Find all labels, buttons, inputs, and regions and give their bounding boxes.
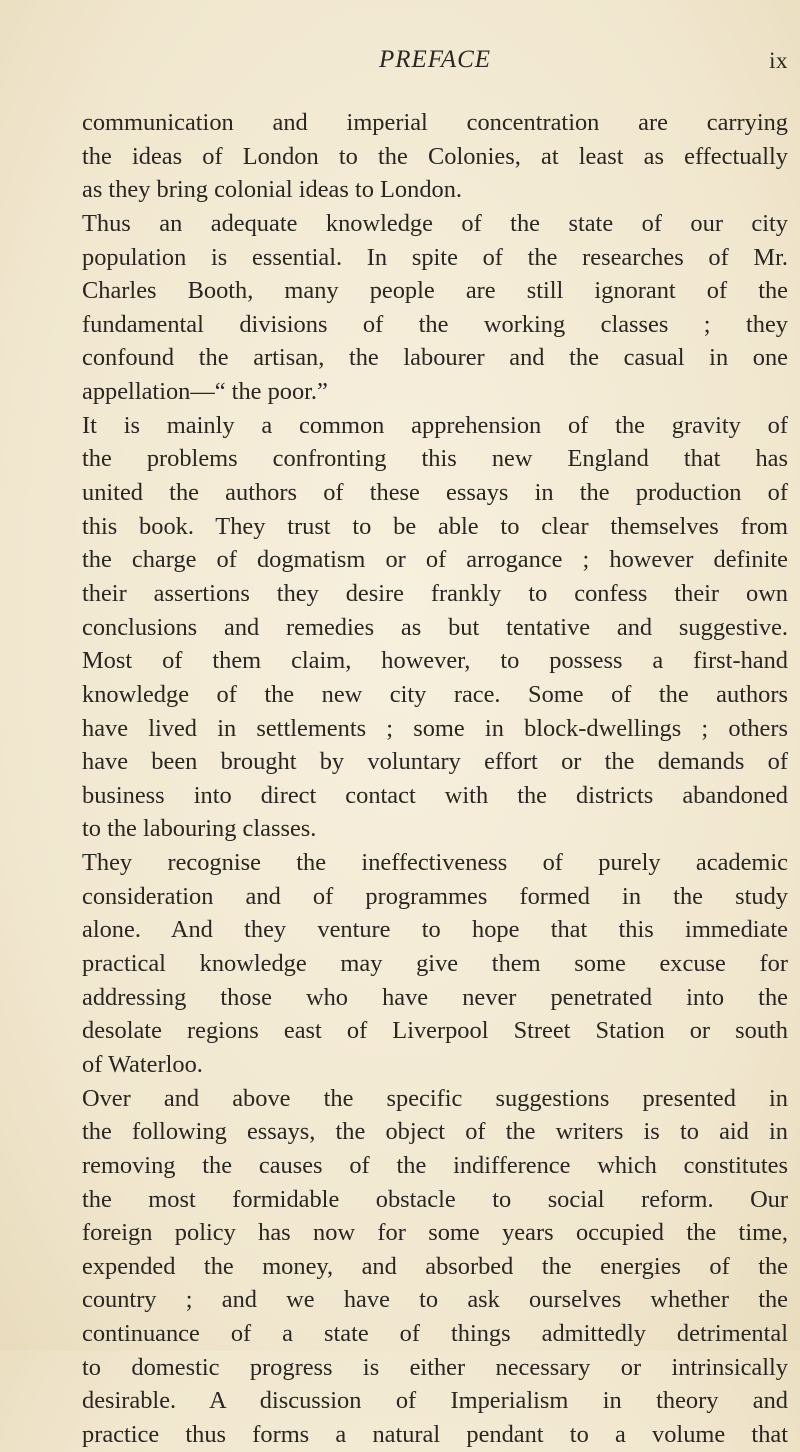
text-line: Over and above the specific suggestions presented in xyxy=(82,1084,788,1112)
text-line: population is essential. In spite of the researches of Mr. xyxy=(82,243,788,271)
text-line: knowledge of the new city race. Some of the authors xyxy=(82,680,788,708)
text-line: It is mainly a common apprehension of the gravity of xyxy=(82,411,788,439)
text-line: Thus an adequate knowledge of the state of our city xyxy=(82,209,788,237)
text-line: confound the artisan, the labourer and the casual in one xyxy=(82,344,788,372)
text-line: business into direct contact with the districts abandoned xyxy=(82,781,788,809)
text-line: this book. They trust to be able to clear themselves from xyxy=(82,512,788,540)
text-line: addressing those who have never penetrated into the xyxy=(82,983,788,1011)
text-line: have been brought by voluntary effort or the demands of xyxy=(82,748,788,776)
text-line: the charge of dogmatism or of arrogance ; however definite xyxy=(82,546,788,574)
text-line: have lived in settlements ; some in block-dwellings ; others xyxy=(82,714,788,742)
text-line: Charles Booth, many people are still ignorant of the xyxy=(82,277,788,305)
page-number: ix xyxy=(769,48,788,73)
text-line: conclusions and remedies as but tentative and suggestive. xyxy=(82,613,788,641)
body-text xyxy=(82,106,788,1452)
text-line: communication and imperial concentration are carrying xyxy=(82,109,788,136)
text-line: the ideas of London to the Colonies, at least as effectually xyxy=(82,142,788,170)
text-line: practical knowledge may give them some excuse for xyxy=(82,950,788,978)
text-line: They recognise the ineffectiveness of purely academic xyxy=(82,849,788,877)
text-line: alone. And they venture to hope that this immediate xyxy=(82,916,788,944)
text-line: the problems confronting this new England that has xyxy=(82,445,788,473)
running-head xyxy=(82,44,788,84)
text-line: fundamental divisions of the working classes ; they xyxy=(82,310,788,338)
text-line: removing the causes of the indifference which constitutes xyxy=(82,1151,788,1179)
text-line: expended the money, and absorbed the energies of the xyxy=(82,1252,788,1280)
text-line: to domestic progress is either necessary or intrinsically xyxy=(82,1353,788,1381)
text-line: consideration and of programmes formed in the study xyxy=(82,882,788,910)
text-line: as they bring colonial ideas to London. xyxy=(82,176,463,204)
text-line: foreign policy has now for some years occupied the time, xyxy=(82,1219,788,1247)
text-line: their assertions they desire frankly to confess their own xyxy=(82,579,788,607)
text-line: desolate regions east of Liverpool Street Station or south xyxy=(82,1017,788,1045)
text-line: appellation—“ the poor.” xyxy=(82,378,328,406)
running-title: PREFACE xyxy=(378,46,492,73)
text-line: the most formidable obstacle to social reform. Our xyxy=(82,1185,788,1213)
text-line: the following essays, the object of the writers is to aid in xyxy=(82,1118,788,1146)
text-line: continuance of a state of things admittedly detrimental xyxy=(82,1320,788,1348)
text-line: country ; and we have to ask ourselves whether the xyxy=(82,1286,788,1314)
text-line: united the authors of these essays in the production of xyxy=(82,479,788,507)
text-line: to the labouring classes. xyxy=(82,815,317,843)
text-line: desirable. A discussion of Imperialism in theory and xyxy=(82,1387,788,1415)
text-line: practice thus forms a natural pendant to a volume that xyxy=(82,1420,788,1448)
text-line: Most of them claim, however, to possess a first-hand xyxy=(82,647,788,675)
text-line: of Waterloo. xyxy=(82,1050,203,1078)
